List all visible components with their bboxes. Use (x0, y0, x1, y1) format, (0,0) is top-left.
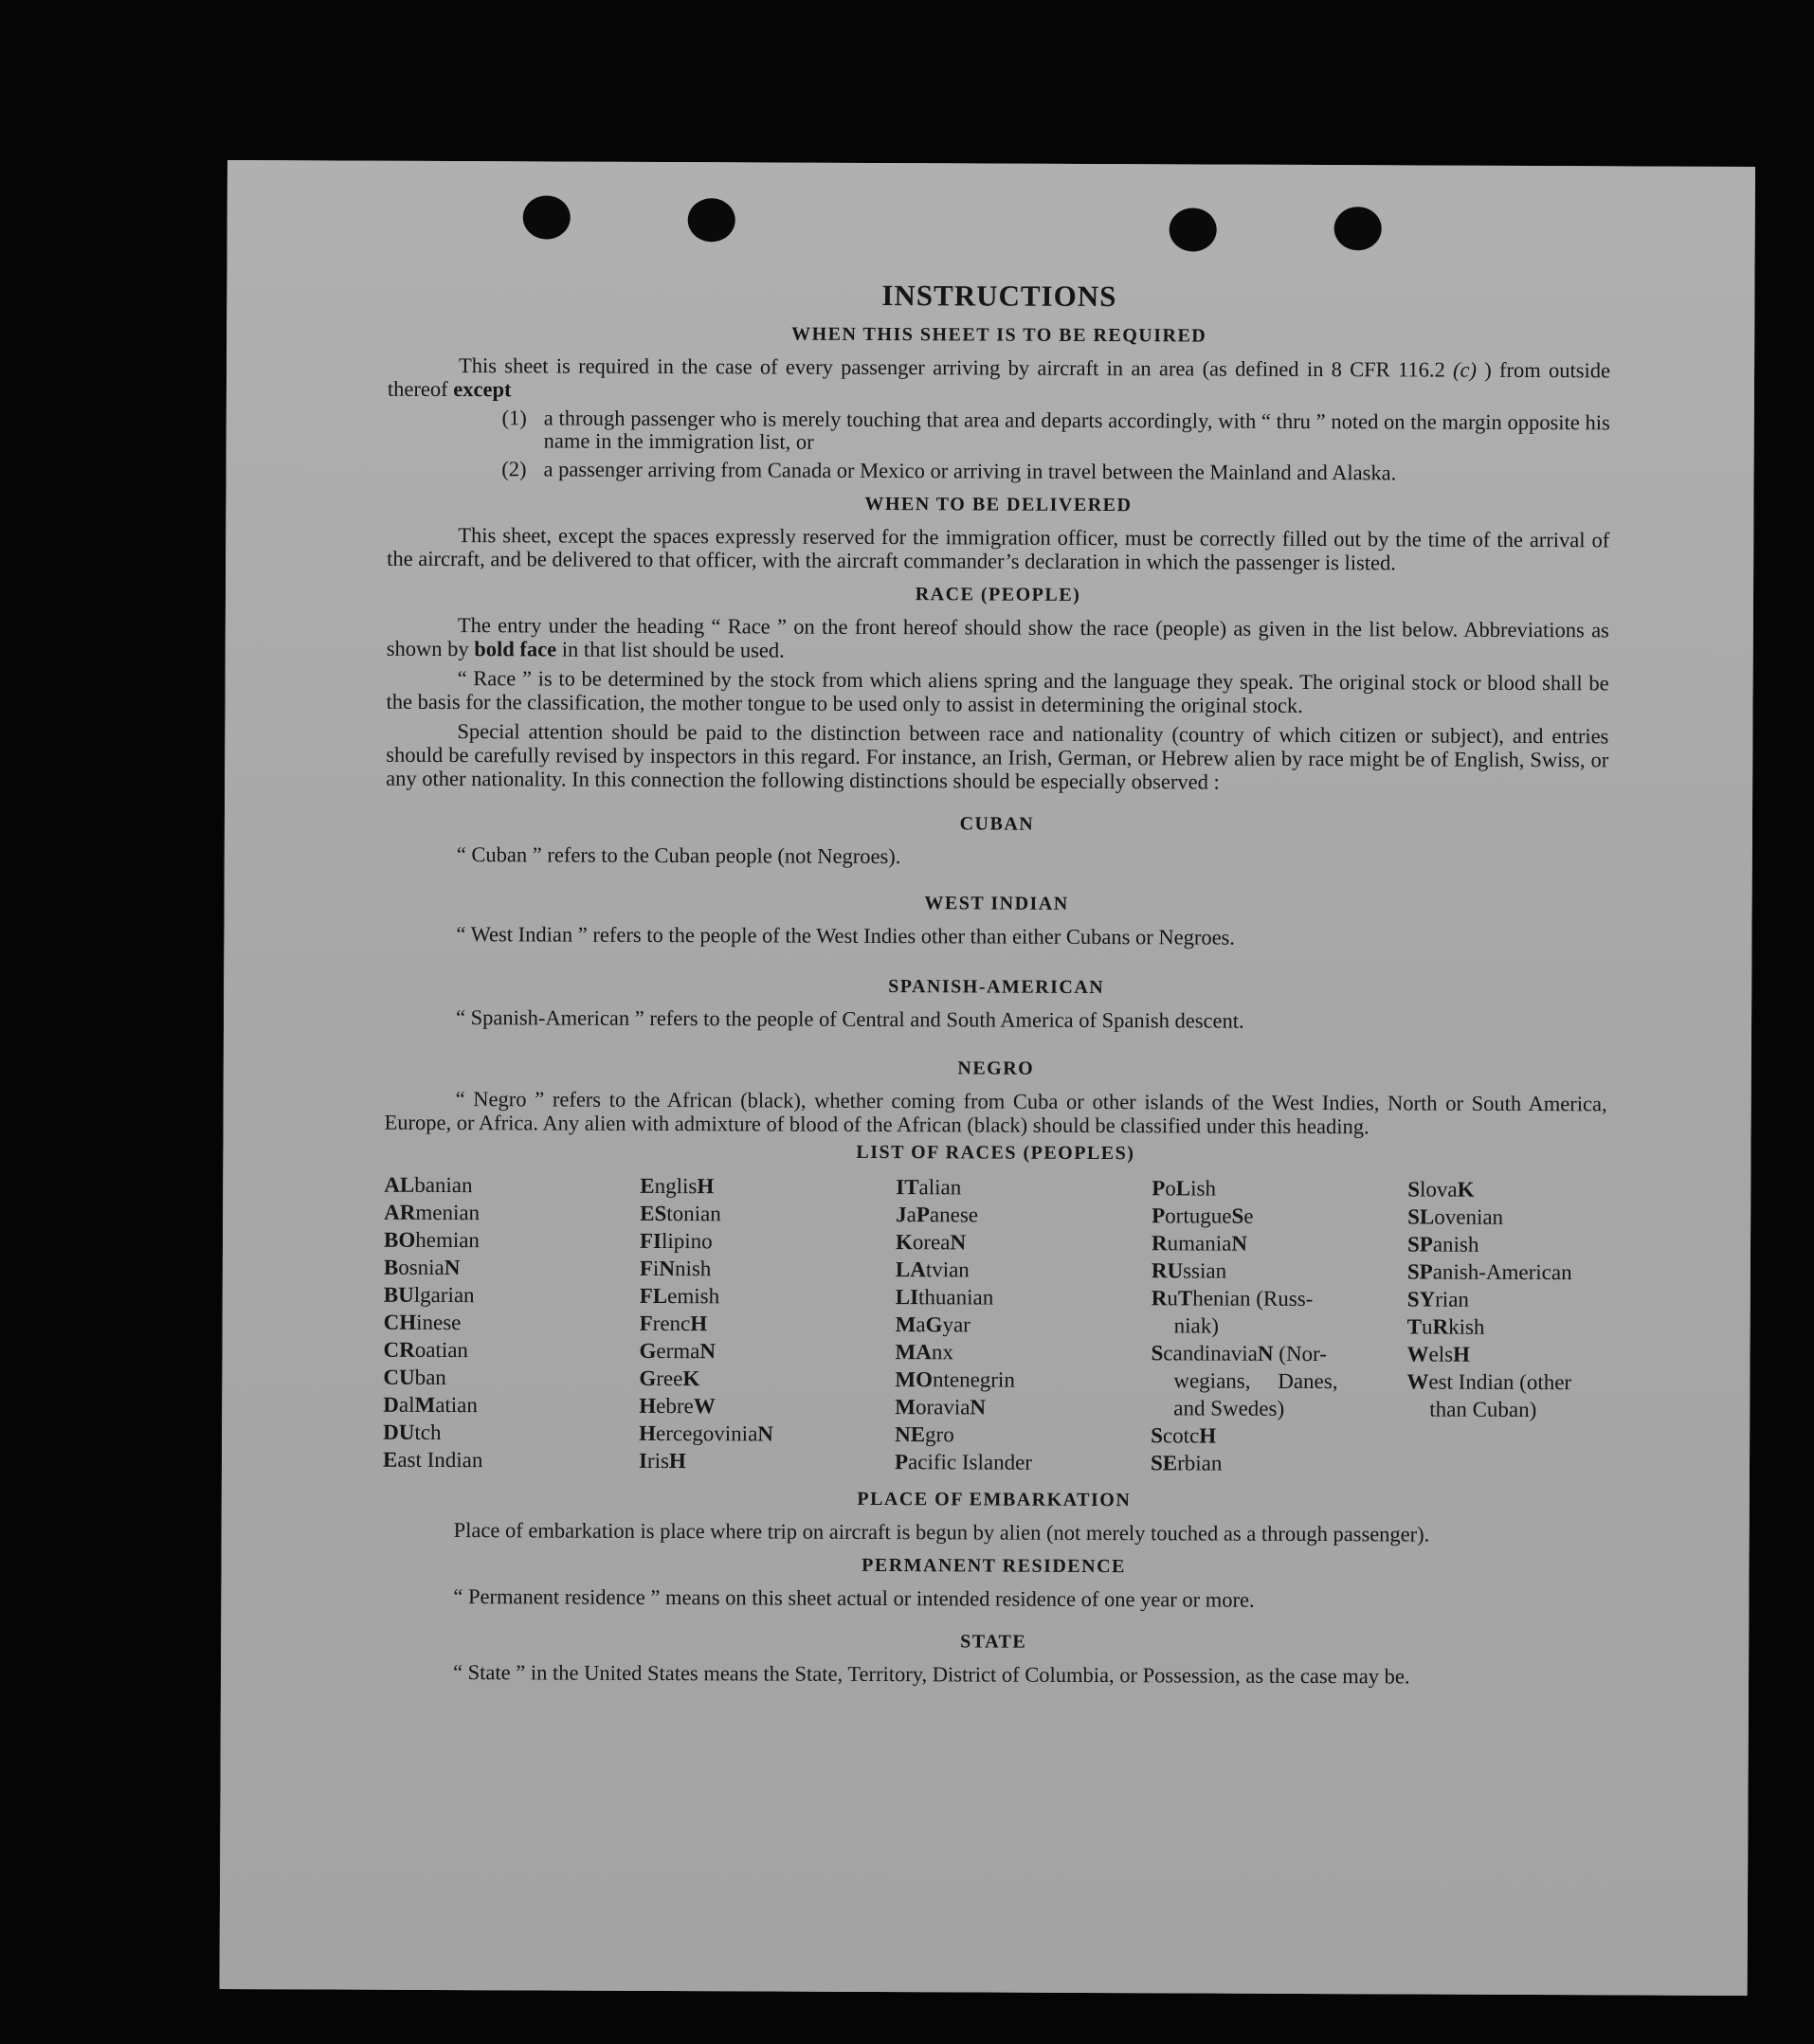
paragraph-when-delivered: This sheet, except the spaces expressly reserved for the immigration officer, must be correctly filled out by the time of the arrival of the aircraft, and be delivered to that officer, with the aircraft commander’s declaration in which the passenger is listed. (387, 523, 1610, 575)
race-text: a (916, 1312, 926, 1337)
punch-hole (1170, 208, 1217, 251)
section-heading-when-required: WHEN THIS SHEET IS TO BE REQUIRED (791, 323, 1207, 347)
races-column (895, 1173, 1152, 1476)
race-text: atian (435, 1392, 478, 1418)
race-text: nx (931, 1340, 953, 1365)
race-abbreviation: N (1231, 1231, 1248, 1256)
race-text: menian (415, 1200, 481, 1225)
race-abbreviation: L (1175, 1176, 1191, 1201)
race-text: ban (414, 1365, 446, 1390)
race-abbreviation: CU (383, 1365, 415, 1389)
race-abbreviation: P (916, 1203, 930, 1227)
race-entry (1152, 1202, 1407, 1230)
race-entry (1151, 1339, 1406, 1367)
race-abbreviation: N (444, 1256, 461, 1280)
race-text: al (398, 1392, 415, 1417)
race-entry (1151, 1449, 1406, 1477)
race-text: lgarian (413, 1282, 475, 1308)
race-text: tonian (666, 1202, 721, 1226)
race-abbreviation: N (970, 1395, 987, 1420)
race-text: acific Islander (908, 1450, 1033, 1474)
race-abbreviation: SP (1406, 1232, 1433, 1257)
race-text: rian (1435, 1287, 1469, 1311)
races-column (383, 1171, 640, 1474)
race-entry (1407, 1203, 1625, 1231)
race-abbreviation: H (697, 1174, 715, 1199)
race-entry (640, 1310, 896, 1338)
race-abbreviation: IT (896, 1175, 919, 1200)
race-text: gro (925, 1422, 954, 1447)
race-entry (895, 1338, 1151, 1366)
paragraph-negro: “ Negro ” refers to the African (black), whether coming from Cuba or other islands of the West Indies, North or South America, Europe, or Africa. Any alien with admixture of blood of the African (black) should be classified under this heading. (384, 1087, 1607, 1139)
race-entry (896, 1228, 1152, 1257)
race-entry (640, 1172, 896, 1201)
race-entry (640, 1227, 896, 1256)
race-abbreviation: FI (639, 1228, 662, 1254)
race-abbreviation: B (383, 1255, 399, 1279)
text: (c) (1452, 357, 1478, 382)
section-heading-embarkation: PLACE OF EMBARKATION (857, 1488, 1132, 1511)
race-abbreviation: SP (1406, 1259, 1433, 1284)
race-text: ast Indian (397, 1447, 483, 1473)
item-number: (1) (501, 406, 527, 430)
race-entry (896, 1201, 1152, 1229)
race-text: i (652, 1256, 660, 1280)
race-abbreviation: NE (895, 1422, 926, 1447)
race-entry-continuation: and Swedes) (1173, 1396, 1285, 1420)
race-abbreviation: BO (383, 1227, 416, 1252)
paragraph-state: “ State ” in the United States means the State, Territory, District of Columbia, or Possession, as the case may be. (452, 1660, 1410, 1689)
list-item (388, 407, 1610, 458)
paragraph-race-1 (387, 613, 1609, 666)
paragraph-embarkation: Place of embarkation is place where trip on aircraft is begun by alien (not merely touched as a through passenger). (453, 1518, 1430, 1547)
race-text: e (1243, 1203, 1254, 1228)
race-abbreviation: CH (383, 1310, 417, 1334)
race-entry (896, 1311, 1152, 1339)
race-entry (384, 1309, 640, 1337)
race-text: lova (1420, 1177, 1458, 1202)
paragraph-residence: “ Permanent residence ” means on this sheet actual or intended residence of one year or more. (453, 1584, 1255, 1612)
race-text: oravia (915, 1395, 970, 1420)
race-entry (639, 1447, 895, 1475)
race-text: ntenegrin (932, 1367, 1015, 1392)
text: This sheet is required in the case of every passenger arriving by aircraft in an area (as defined in 8 CFR 116.2 (459, 353, 1454, 382)
section-heading-cuban: CUBAN (959, 813, 1035, 835)
race-text: lipino (661, 1229, 713, 1254)
paragraph-race-2: “ Race ” is to be determined by the stock from which aliens spring and the language they speak. The original stock or blood shall be the basis for the classification, the mother tongue to be used only to assist in determining the original stock. (386, 666, 1609, 717)
race-abbreviation: D (383, 1392, 399, 1417)
race-abbreviation: N (757, 1421, 773, 1446)
race-text: ercegovinia (655, 1420, 758, 1446)
race-entry (1152, 1284, 1407, 1312)
races-column (1151, 1174, 1407, 1477)
race-abbreviation: H (1199, 1423, 1217, 1448)
item-text: a passenger arriving from Canada or Mexico or arriving in travel between the Mainland and Alaska. (543, 457, 1397, 485)
race-abbreviation: S (1151, 1341, 1164, 1366)
paragraph-west-indian: “ West Indian ” refers to the people of the West Indies other than either Cubans or Negroes. (456, 922, 1236, 950)
race-text: erma (656, 1338, 700, 1364)
race-text: ish (1190, 1176, 1217, 1201)
race-entry (383, 1364, 639, 1392)
race-abbreviation: MO (895, 1367, 934, 1392)
race-abbreviation: H (1453, 1342, 1471, 1366)
race-text: alian (918, 1175, 962, 1200)
race-abbreviation: DU (383, 1420, 415, 1444)
race-text: a (906, 1203, 916, 1227)
race-text: orea (912, 1230, 951, 1255)
race-abbreviation: FL (639, 1283, 668, 1309)
race-abbreviation: W (1406, 1342, 1429, 1366)
race-abbreviation: W (693, 1394, 716, 1419)
race-text: henian (Russ- (1192, 1286, 1314, 1311)
race-entry (639, 1392, 895, 1420)
race-entry (639, 1420, 895, 1448)
text: in that list should be used. (556, 637, 785, 662)
race-text: ssian (1183, 1258, 1227, 1283)
race-abbreviation: SE (1150, 1451, 1178, 1475)
races-column (639, 1172, 896, 1475)
document-sheet (220, 160, 1755, 1996)
punch-hole (1334, 207, 1382, 250)
race-text: emish (667, 1284, 720, 1309)
race-text: inese (416, 1310, 462, 1335)
race-abbreviation: LI (895, 1285, 919, 1310)
race-text: anish (1432, 1232, 1479, 1257)
race-abbreviation: H (690, 1311, 708, 1336)
race-entry (1151, 1421, 1406, 1450)
race-text: candinavia (1163, 1341, 1258, 1366)
race-abbreviation: K (682, 1366, 700, 1391)
race-text: osnia (398, 1255, 444, 1280)
race-entry (383, 1336, 639, 1365)
race-abbreviation: MA (895, 1340, 932, 1365)
race-abbreviation: W (1406, 1369, 1429, 1394)
race-text: umania (1167, 1231, 1232, 1256)
race-abbreviation: M (895, 1395, 916, 1420)
section-heading-state: STATE (960, 1631, 1027, 1653)
race-text: banian (414, 1172, 473, 1198)
race-text: ree (656, 1366, 683, 1391)
race-abbreviation: N (950, 1230, 967, 1255)
item-text: a through passenger who is merely touching that area and departs accordingly, with “ thru ” noted on the margin opposite his name in the immigration list, or (543, 406, 1610, 454)
race-entry (895, 1393, 1151, 1421)
race-abbreviation: R (1151, 1286, 1168, 1311)
item-number: (2) (501, 457, 527, 481)
race-abbreviation: F (639, 1256, 654, 1280)
race-abbreviation: M (895, 1312, 916, 1337)
race-entry (640, 1282, 896, 1311)
race-text: anese (929, 1203, 979, 1227)
section-heading-negro: NEGRO (957, 1058, 1035, 1079)
race-abbreviation: R (1432, 1314, 1449, 1339)
race-text: u (1167, 1286, 1178, 1311)
race-text: yar (942, 1312, 970, 1337)
race-entry (1152, 1257, 1407, 1285)
race-entry-continuation: wegians, Danes, (1173, 1368, 1338, 1394)
race-entry (1406, 1340, 1624, 1368)
section-heading-west-indian: WEST INDIAN (924, 893, 1069, 914)
race-abbreviation: P (894, 1450, 909, 1474)
race-text: thuanian (918, 1285, 994, 1310)
paragraph-cuban: “ Cuban ” refers to the Cuban people (not Negroes). (456, 842, 901, 869)
race-abbreviation: G (639, 1338, 657, 1363)
race-abbreviation: AL (384, 1172, 415, 1197)
race-entry (384, 1226, 640, 1255)
race-entry (896, 1256, 1152, 1284)
race-text: kish (1448, 1314, 1485, 1339)
race-entry (895, 1420, 1151, 1449)
document-title: INSTRUCTIONS (881, 279, 1117, 314)
race-text: oatian (414, 1337, 469, 1363)
race-text: (Nor- (1273, 1341, 1328, 1366)
race-entry (384, 1199, 640, 1227)
race-text: els (1428, 1342, 1454, 1366)
race-abbreviation: N (659, 1256, 676, 1281)
race-entry (639, 1365, 895, 1393)
race-abbreviation: SL (1407, 1204, 1435, 1229)
text-bold: bold face (474, 637, 557, 661)
race-abbreviation: S (1231, 1203, 1244, 1228)
race-abbreviation: J (896, 1203, 907, 1227)
race-text: ovenian (1434, 1204, 1504, 1229)
race-entry-continuation: than Cuban) (1429, 1397, 1537, 1422)
race-entry (640, 1200, 896, 1228)
race-text: hemian (415, 1227, 481, 1253)
race-text: anish-American (1432, 1259, 1572, 1285)
race-abbreviation: I (638, 1448, 648, 1473)
race-text: ebre (656, 1393, 694, 1419)
text: The entry under the heading “ Race ” on the front hereof should show the race (people) as given in the list below. Abbreviations as shown by (386, 613, 1609, 661)
section-heading-residence: PERMANENT RESIDENCE (862, 1554, 1126, 1578)
list-item (388, 458, 1610, 486)
race-entry (1407, 1230, 1625, 1258)
race-entry (1407, 1312, 1625, 1341)
race-text: renc (652, 1311, 691, 1336)
punch-hole (688, 198, 735, 242)
race-abbreviation: ES (640, 1201, 667, 1226)
race-abbreviation: G (639, 1366, 657, 1390)
race-entry (1152, 1174, 1407, 1203)
race-entry (384, 1281, 640, 1310)
race-entry-continuation: niak) (1173, 1313, 1219, 1338)
race-text: tvian (925, 1257, 970, 1282)
race-text: est Indian (other (1428, 1369, 1572, 1395)
race-abbreviation: E (382, 1447, 398, 1472)
race-abbreviation: SY (1406, 1287, 1436, 1311)
races-column (1406, 1175, 1625, 1478)
race-entry (384, 1171, 640, 1200)
race-abbreviation: S (1407, 1177, 1421, 1202)
race-entry (640, 1255, 896, 1283)
race-text: nish (674, 1257, 712, 1281)
race-entry (896, 1173, 1152, 1202)
race-abbreviation: H (639, 1420, 657, 1445)
race-entry (895, 1448, 1151, 1476)
punch-hole (523, 195, 571, 239)
race-abbreviation: RU (1151, 1258, 1184, 1283)
race-abbreviation: H (668, 1449, 686, 1474)
text-bold: except (453, 377, 512, 402)
section-heading-list-of-races: LIST OF RACES (PEOPLES) (856, 1141, 1135, 1165)
race-text: ortugue (1165, 1203, 1232, 1228)
race-entry (384, 1254, 640, 1282)
race-abbreviation: K (895, 1230, 913, 1255)
race-text: cotc (1162, 1423, 1200, 1448)
race-entry (383, 1391, 639, 1420)
section-heading-race: RACE (PEOPLE) (915, 584, 1081, 606)
race-entry (639, 1337, 895, 1366)
race-abbreviation: S (1151, 1423, 1163, 1448)
race-abbreviation: T (1177, 1286, 1193, 1311)
race-text: tch (414, 1420, 442, 1444)
race-text: nglis (654, 1173, 698, 1199)
section-heading-when-delivered: WHEN TO BE DELIVERED (864, 493, 1133, 516)
race-abbreviation: G (925, 1312, 943, 1337)
race-text: rbian (1177, 1451, 1223, 1475)
race-abbreviation: M (414, 1392, 436, 1417)
race-abbreviation: P (1152, 1176, 1166, 1201)
race-text: ris (646, 1448, 670, 1474)
race-entry (1152, 1229, 1407, 1257)
race-entry (1407, 1257, 1625, 1286)
race-abbreviation: R (1151, 1231, 1168, 1256)
race-abbreviation: H (639, 1393, 657, 1418)
text: ) from outside thereof (387, 357, 1611, 402)
instructions-content (382, 277, 1610, 1695)
race-entry (1406, 1367, 1624, 1396)
race-abbreviation: N (699, 1339, 717, 1364)
race-text: o (1165, 1176, 1176, 1201)
race-text: u (1421, 1314, 1433, 1339)
race-abbreviation: K (1457, 1177, 1475, 1202)
race-entry (383, 1419, 639, 1447)
race-abbreviation: BU (383, 1282, 414, 1307)
race-abbreviation: P (1152, 1203, 1166, 1228)
races-list (383, 1171, 1606, 1479)
race-abbreviation: E (640, 1173, 655, 1198)
race-abbreviation: CR (383, 1337, 415, 1362)
race-entry (1407, 1285, 1625, 1313)
paragraph-when-required (388, 353, 1610, 407)
race-abbreviation: F (639, 1311, 653, 1335)
paragraph-spanish-american: “ Spanish-American ” refers to the people of Central and South America of Spanish descent. (456, 1005, 1244, 1033)
paragraph-race-3: Special attention should be paid to the distinction between race and nationality (country of which citizen or subject), and entries should be carefully revised by inspectors in this regard. For instance, an Irish, German, or Hebrew alien by race might be of English, Swiss, or any other nationality. In this connection the following distinctions should be especially observed : (386, 719, 1609, 794)
race-abbreviation: T (1406, 1314, 1423, 1339)
section-heading-spanish-american: SPANISH-AMERICAN (888, 976, 1105, 999)
race-abbreviation: AR (384, 1200, 416, 1224)
race-abbreviation: LA (895, 1257, 926, 1282)
race-entry (1407, 1175, 1625, 1203)
race-entry (383, 1446, 639, 1474)
race-abbreviation: N (1257, 1341, 1274, 1366)
race-entry (896, 1283, 1152, 1311)
race-entry (895, 1366, 1151, 1394)
